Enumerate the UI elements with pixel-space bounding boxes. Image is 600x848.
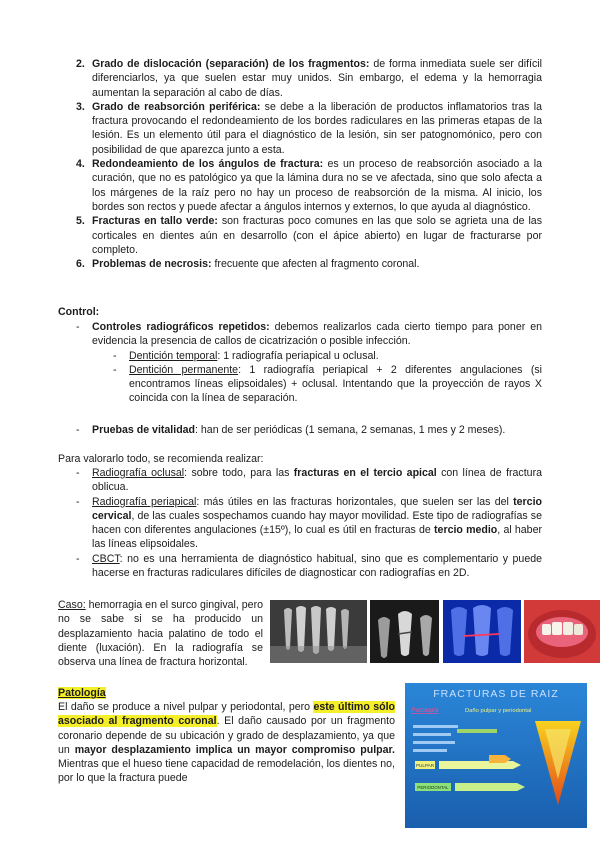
list-item: 4. Redondeamiento de los ángulos de fractura: es un proceso de reabsorción asociado a la curación, que no es patológico ya que la lámina dura no se ve afectada, sino que solo afecta a los márgenes de la raíz pero no hay un proceso de reabsorción de la misma. Al inicio, los bordes son rectos y puede afectar a ángulos internos y externos, lo que ayuda al diagnóstico.: [76, 158, 542, 213]
slide-fracturas-de-raiz: [405, 683, 587, 828]
list-item: - Radiografía oclusal: sobre todo, para las fracturas en el tercio apical con línea de fractura oblicua.: [76, 467, 542, 494]
recommend-intro: Para valorarlo todo, se recomienda realizar:: [58, 453, 264, 465]
list-item: - Controles radiográficos repetidos: debemos realizarlos cada cierto tiempo para poner en evidencia la presencia de callos de cicatrización o posible infección.: [76, 321, 542, 348]
recommend-list: [58, 466, 542, 580]
slide-label-periodontal: PERIODONTAL: [417, 785, 449, 790]
pathology-paragraph: El daño se produce a nivel pulpar y periodontal, pero este último sólo asociado al fragmento coronal. El daño causado por un fragmento coronario depende de su ubicación y grado de desplazamiento, ya que un mayor desplazamiento implica un mayor compromiso pulpar. Mientras que el hueso tiene capacidad de remodelación, los dientes no, por lo que la fractura puede: [58, 701, 395, 785]
radiograph-image-3: [443, 600, 521, 663]
control-list-2: [58, 423, 542, 437]
list-item: - Dentición temporal: 1 radiografía periapical u oclusal.: [113, 349, 379, 362]
control-list: [58, 320, 542, 406]
list-item: 5. Fracturas en tallo verde: son fracturas poco comunes en las que solo se agrieta una de las corticales en dientes aún en desarrollo (con el ápice abierto) en lugar de fracturarse por completo.: [76, 215, 542, 256]
slide-subtitle: Patología: [411, 707, 439, 714]
pathology-heading: Patología: [58, 687, 106, 699]
numbered-list: [58, 57, 542, 271]
case-paragraph: Caso: hemorragia en el surco gingival, pero no se sabe si se ha producido un desplazamiento hacia palatino de todo el diente (luxación). En la radiografía se observa una línea de fractura horizontal.: [58, 599, 263, 669]
list-item: 3. Grado de reabsorción periférica: se debe a la liberación de productos inflamatorios tras la fractura provocando el redondeamiento de los bordes radiculares en las primeras etapas de la lesión. Es un elemento útil para el diagnóstico de la lesión, sin ser patognomónico, pero con posibilidad de que aparezca junto a esta.: [76, 100, 543, 156]
list-item: - CBCT: no es una herramienta de diagnóstico habitual, sino que es complementario y puede hacerse en fracturas radiculares difíciles de diagnosticar con radiografías en 2D.: [76, 552, 542, 580]
list-item: - Radiografía periapical: más útiles en las fracturas horizontales, que suelen ser las del tercio cervical, de las cuales sospechamos cuando hay mayor movilidad. Este tipo de radiografías se hacen con diferentes angulaciones (±15º), lo cual es útil en fracturas de tercio medio, al haber las líneas elipsoidales.: [76, 495, 542, 551]
list-item: - Pruebas de vitalidad: han de ser periódicas (1 semana, 2 semanas, 1 mes y 2 meses).: [76, 424, 506, 436]
radiograph-image-1: [270, 600, 367, 663]
slide-title: FRACTURAS DE RAIZ: [433, 688, 559, 700]
list-item: 6. Problemas de necrosis: frecuente que afecten al fragmento coronal.: [76, 258, 420, 271]
radiograph-image-2: [370, 600, 439, 663]
slide-line1: Daño pulpar y periodontal: [465, 708, 532, 714]
control-heading: Control:: [58, 306, 100, 318]
slide-label-pulpar: PULPAR: [415, 763, 435, 768]
list-item: 2. Grado de dislocación (separación) de los fragmentos: de forma inmediata suele ser difícil diferenciarlos, ya que suelen estar muy unidos. Sin embargo, el edema y la hemorragia aumentan la separación al cabo de días.: [76, 58, 542, 99]
list-item: - Dentición permanente: 1 radiografía periapical + 2 diferentes angulaciones (si encontramos líneas elipsoidales) + oclusal. Intentando que la proyección de rayos X coincida con la línea de separación.: [113, 363, 542, 405]
clinical-photo: [524, 600, 600, 663]
